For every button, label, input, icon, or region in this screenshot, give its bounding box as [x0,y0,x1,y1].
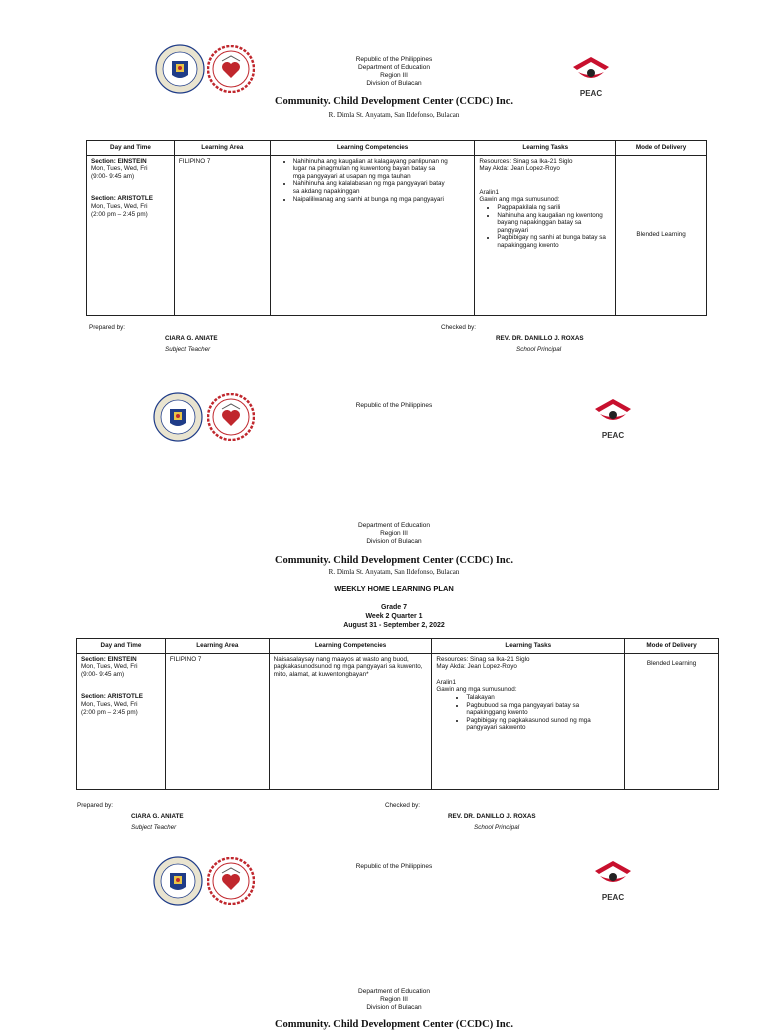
task-item: • Nahinuha ang kaugalian ng kwentong bayang napakinggan batay sa pangyayari [497,212,611,235]
task-item: • Pagbubuod sa mga pangyayari batay sa napakinggang kwento [466,702,600,717]
author-text: May Akda: Jean Lopez-Royo [436,663,517,671]
deped-seal [153,856,203,911]
header-learning-area: Learning Area [165,639,269,654]
ccdc-seal-icon [207,393,255,441]
section-einstein: Section: EINSTEIN [91,157,147,165]
task-item: • Pagbibigay ng sanhi at bunga batay sa napakinggang kwento [497,234,611,249]
day-time-cell [77,653,166,789]
section-aristotle: Section: ARISTOTLE [81,693,143,701]
principal-name: REV. DR. DANILLO J. ROXAS [496,335,584,342]
resources-text: Resources: Sinag sa Ika-21 Siglo [436,655,530,663]
teacher-name: CIARA G. ANIATE [131,813,184,820]
teacher-role: Subject Teacher [131,824,177,831]
peac-logo [570,52,612,98]
region-text: Region III [380,530,408,537]
ccdc-seal [207,45,255,98]
competencies-cell: Naisasalaysay nang maayos at wasto ang buod, pagkakasunodsunod ng mga pangyayari sa kuwento, mito, alamat, at kuwentongbayan* [269,653,432,789]
week-text: Week 2 Quarter 1 [365,613,423,620]
principal-role: School Principal [474,824,520,831]
republic-text: Republic of the Philippines [355,402,433,409]
learning-area-cell: FILIPINO 7 [174,155,270,315]
deped-seal-icon [155,44,205,94]
resources-text: Resources: Sinag sa Ika-21 Siglo [479,157,573,165]
einstein-days: Mon, Tues, Wed, Fri [81,663,138,671]
principal-name: REV. DR. DANILLO J. ROXAS [448,813,536,820]
header-tasks: Learning Tasks [475,141,616,156]
learning-plan-table-1 [86,140,707,316]
school-name: Community. Child Development Center (CCDC) Inc. [274,96,514,107]
gawin-text: Gawin ang mga sumusunod: [479,196,560,204]
header-lines-2 [284,522,504,546]
peac-icon [592,856,634,892]
peac-label: PEAC [601,431,625,440]
einstein-days: Mon, Tues, Wed, Fri [91,165,148,173]
ccdc-seal-icon [207,45,255,93]
checked-by-label: Checked by: [385,802,421,809]
plan-title: WEEKLY HOME LEARNING PLAN [334,584,454,593]
grade-text: Grade 7 [380,604,408,611]
tasks-cell [432,653,625,789]
school-name: Community. Child Development Center (CCDC) Inc. [274,555,514,566]
peac-icon [592,394,634,430]
peac-icon [570,52,612,88]
aristotle-days: Mon, Tues, Wed, Fri [91,202,148,210]
school-address: R. Dimla St. Anyatam, San Ildefonso, Bulacan [328,568,460,576]
principal-role: School Principal [516,346,562,353]
header-day-time: Day and Time [87,141,175,156]
competency-item: • Nahihinuha ang kalalabasan ng mga pangyayari batay sa akdang napakinggan [293,180,449,195]
republic-text: Republic of the Philippines [355,56,433,63]
mode-cell: Blended Learning [616,155,707,315]
aristotle-time: (2:00 pm – 2:45 pm) [81,708,138,716]
region-text: Region III [380,72,408,79]
learning-plan-table-2 [76,638,719,790]
school-address: R. Dimla St. Anyatam, San Ildefonso, Bulacan [328,111,460,119]
ccdc-seal-icon [207,857,255,905]
header-lines-1 [284,56,504,88]
header-lines-3 [284,988,504,1012]
teacher-role: Subject Teacher [165,346,211,353]
checked-by-label: Checked by: [441,324,477,331]
department-text: Department of Education [358,522,430,529]
competencies-cell [270,155,475,315]
task-item: • Pagbibigay ng pagkakasunod sunod ng mga pangyayari sakwento [466,717,600,732]
competency-item: • Nahihinuha ang kaugalian at kalagayang panlipunan ng lugar na pinagmulan ng kuwentong bayan batay sa mga pangyayari at usapan ng mga tauhan [293,158,449,181]
gawin-text: Gawin ang mga sumusunod: [436,686,517,694]
prepared-by-label: Prepared by: [77,802,114,809]
deped-seal-icon [153,856,203,906]
task-item: • Talakayan [466,694,600,702]
region-text: Region III [380,996,408,1003]
header-competencies: Learning Competencies [269,639,432,654]
ccdc-seal [207,393,255,446]
mode-cell: Blended Learning [625,653,719,789]
header-day-time: Day and Time [77,639,166,654]
department-text: Department of Education [358,988,430,995]
author-text: May Akda: Jean Lopez-Royo [479,165,560,173]
learning-area-cell: FILIPINO 7 [165,653,269,789]
division-text: Division of Bulacan [366,1004,422,1011]
header-mode: Mode of Delivery [616,141,707,156]
section-aristotle: Section: ARISTOTLE [91,195,153,203]
school-name: Community. Child Development Center (CCDC) Inc. [274,1019,514,1030]
aralin-text: Aralin1 [436,678,457,686]
header-mode: Mode of Delivery [625,639,719,654]
competency-item: • Naipaliliwanag ang sanhi at bunga ng mga pangyayari [293,196,449,204]
einstein-time: (9:00- 9:45 am) [81,670,125,678]
header-tasks: Learning Tasks [432,639,625,654]
deped-seal [155,44,205,99]
peac-logo [592,394,634,440]
republic-text: Republic of the Philippines [355,863,433,870]
header-competencies: Learning Competencies [270,141,475,156]
table-row [87,155,707,315]
table-header-row [77,639,719,654]
division-text: Division of Bulacan [366,538,422,545]
table-header-row [87,141,707,156]
peac-label: PEAC [579,89,603,98]
plan-subtitle [264,603,524,630]
peac-label: PEAC [601,893,625,902]
peac-logo [592,856,634,902]
section-einstein: Section: EINSTEIN [81,655,137,663]
teacher-name: CIARA G. ANIATE [165,335,218,342]
prepared-by-label: Prepared by: [89,324,126,331]
ccdc-seal [207,857,255,910]
header-learning-area: Learning Area [174,141,270,156]
deped-seal-icon [153,392,203,442]
day-time-cell [87,155,175,315]
tasks-cell [475,155,616,315]
aristotle-days: Mon, Tues, Wed, Fri [81,700,138,708]
table-row [77,653,719,789]
deped-seal [153,392,203,447]
aristotle-time: (2:00 pm – 2:45 pm) [91,210,148,218]
dates-text: August 31 - September 2, 2022 [343,622,445,629]
aralin-text: Aralin1 [479,188,499,196]
task-item: • Pagpapakilala ng sarili [497,204,611,212]
einstein-time: (9:00- 9:45 am) [91,172,135,180]
division-text: Division of Bulacan [366,80,422,87]
department-text: Department of Education [358,64,430,71]
